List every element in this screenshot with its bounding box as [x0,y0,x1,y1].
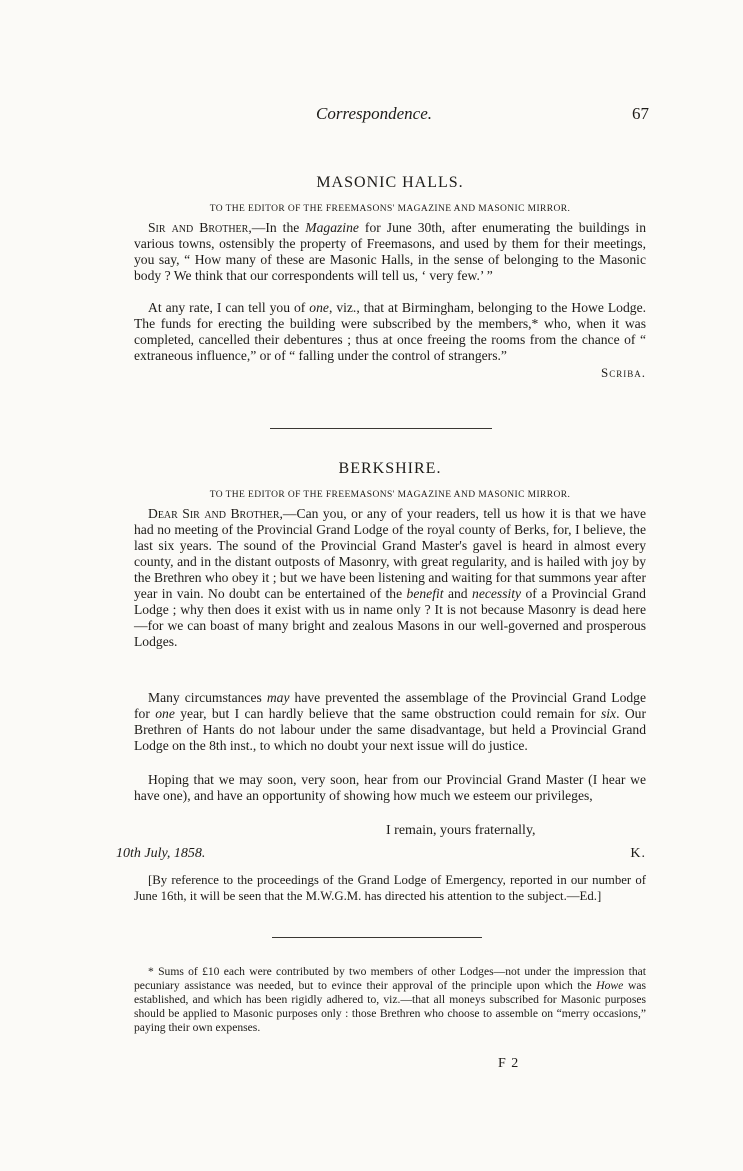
letter-initial: K. [630,846,646,861]
to-editor-line: TO THE EDITOR OF THE FREEMASONS' MAGAZINE AND MASONIC MIRROR. [209,204,571,214]
editor-note: [By reference to the proceedings of the Grand Lodge of Emergency, reported in our number of June 16th, it will be seen that the M.W.G.M. has directed his attention to the subject.—Ed.] [134,873,646,903]
paragraph: Hoping that we may soon, very soon, hear from our Provincial Grand Master (I hear we have one), and have an opportunity of showing how much we esteem our privileges, [134,772,646,803]
salutation: Dear Sir and Brother, [148,506,283,521]
page-number: 67 [632,104,649,123]
running-head [0,104,743,128]
section-divider [272,937,482,938]
article-heading: MASONIC HALLS. [316,174,464,191]
paragraph: Sir and Brother,—In the Magazine for June 30th, after enumerating the buildings in various towns, ostensibly the property of Freemasons, and used by them for their meetings, you say, “ How many of these are Masonic Halls, in the sense of belonging to the Masonic body ? We think that our correspondents will tell us, ‘ very few.’ ” [134,220,646,283]
paragraph: Dear Sir and Brother,—Can you, or any of your readers, tell us how it is that we have had no meeting of the Provincial Grand Lodge of the royal county of Berks, for, I believe, the last six years. The sound of the Provincial Grand Master's gavel is heard in almost every county, and in the distant outposts of Masonry, with great regularity, and is hailed with joy by the Brethren who obey it ; but we have been listening and waiting for that summons year after year in vain. No doubt can be entertained of the benefit and necessity of a Provincial Grand Lodge ; why then does it exist with us in name only ? It is not because Masonry is dead here—for we can boast of many bright and zealous Masons in our well-governed and prosperous Lodges. [134,506,646,649]
to-editor-line: TO THE EDITOR OF THE FREEMASONS' MAGAZINE AND MASONIC MIRROR. [209,490,571,500]
running-title: Correspondence. [316,104,432,123]
footnote: * Sums of £10 each were contributed by two members of other Lodges—not under the impression that pecuniary assistance was needed, but to evince their approval of the principle upon which the Howe was established, and which has been rigidly adhered to, viz.—that all moneys subscribed for Masonic purposes should be applied to Masonic purposes only : those Brethren who choose to assemble on “merry occasions,” paying their own expenses. [134,965,646,1034]
section-divider [270,428,492,429]
paragraph: At any rate, I can tell you of one, viz., that at Birmingham, belonging to the Howe Lodge. The funds for erecting the building were subscribed by the members,* who, when it was completed, cancelled their debentures ; thus at once freeing the rooms from the chance of “ extraneous influence,” or of “ falling under the control of strangers.” [134,300,646,363]
closing-line: I remain, yours fraternally, [386,823,536,838]
paragraph: Many circumstances may have prevented the assemblage of the Provincial Grand Lodge for one year, but I can hardly believe that the same obstruction could remain for six. Our Brethren of Hants do not labour under the same disadvantage, but held a Provincial Grand Lodge on the 8th inst., to which no doubt your next issue will do justice. [134,690,646,753]
signature: Scriba. [601,365,646,380]
letter-date: 10th July, 1858. [116,846,206,861]
printer-signature-mark: F 2 [498,1056,520,1071]
article-heading: BERKSHIRE. [338,460,442,477]
magazine-title: Magazine [305,220,359,235]
salutation: Sir and Brother, [148,220,252,235]
